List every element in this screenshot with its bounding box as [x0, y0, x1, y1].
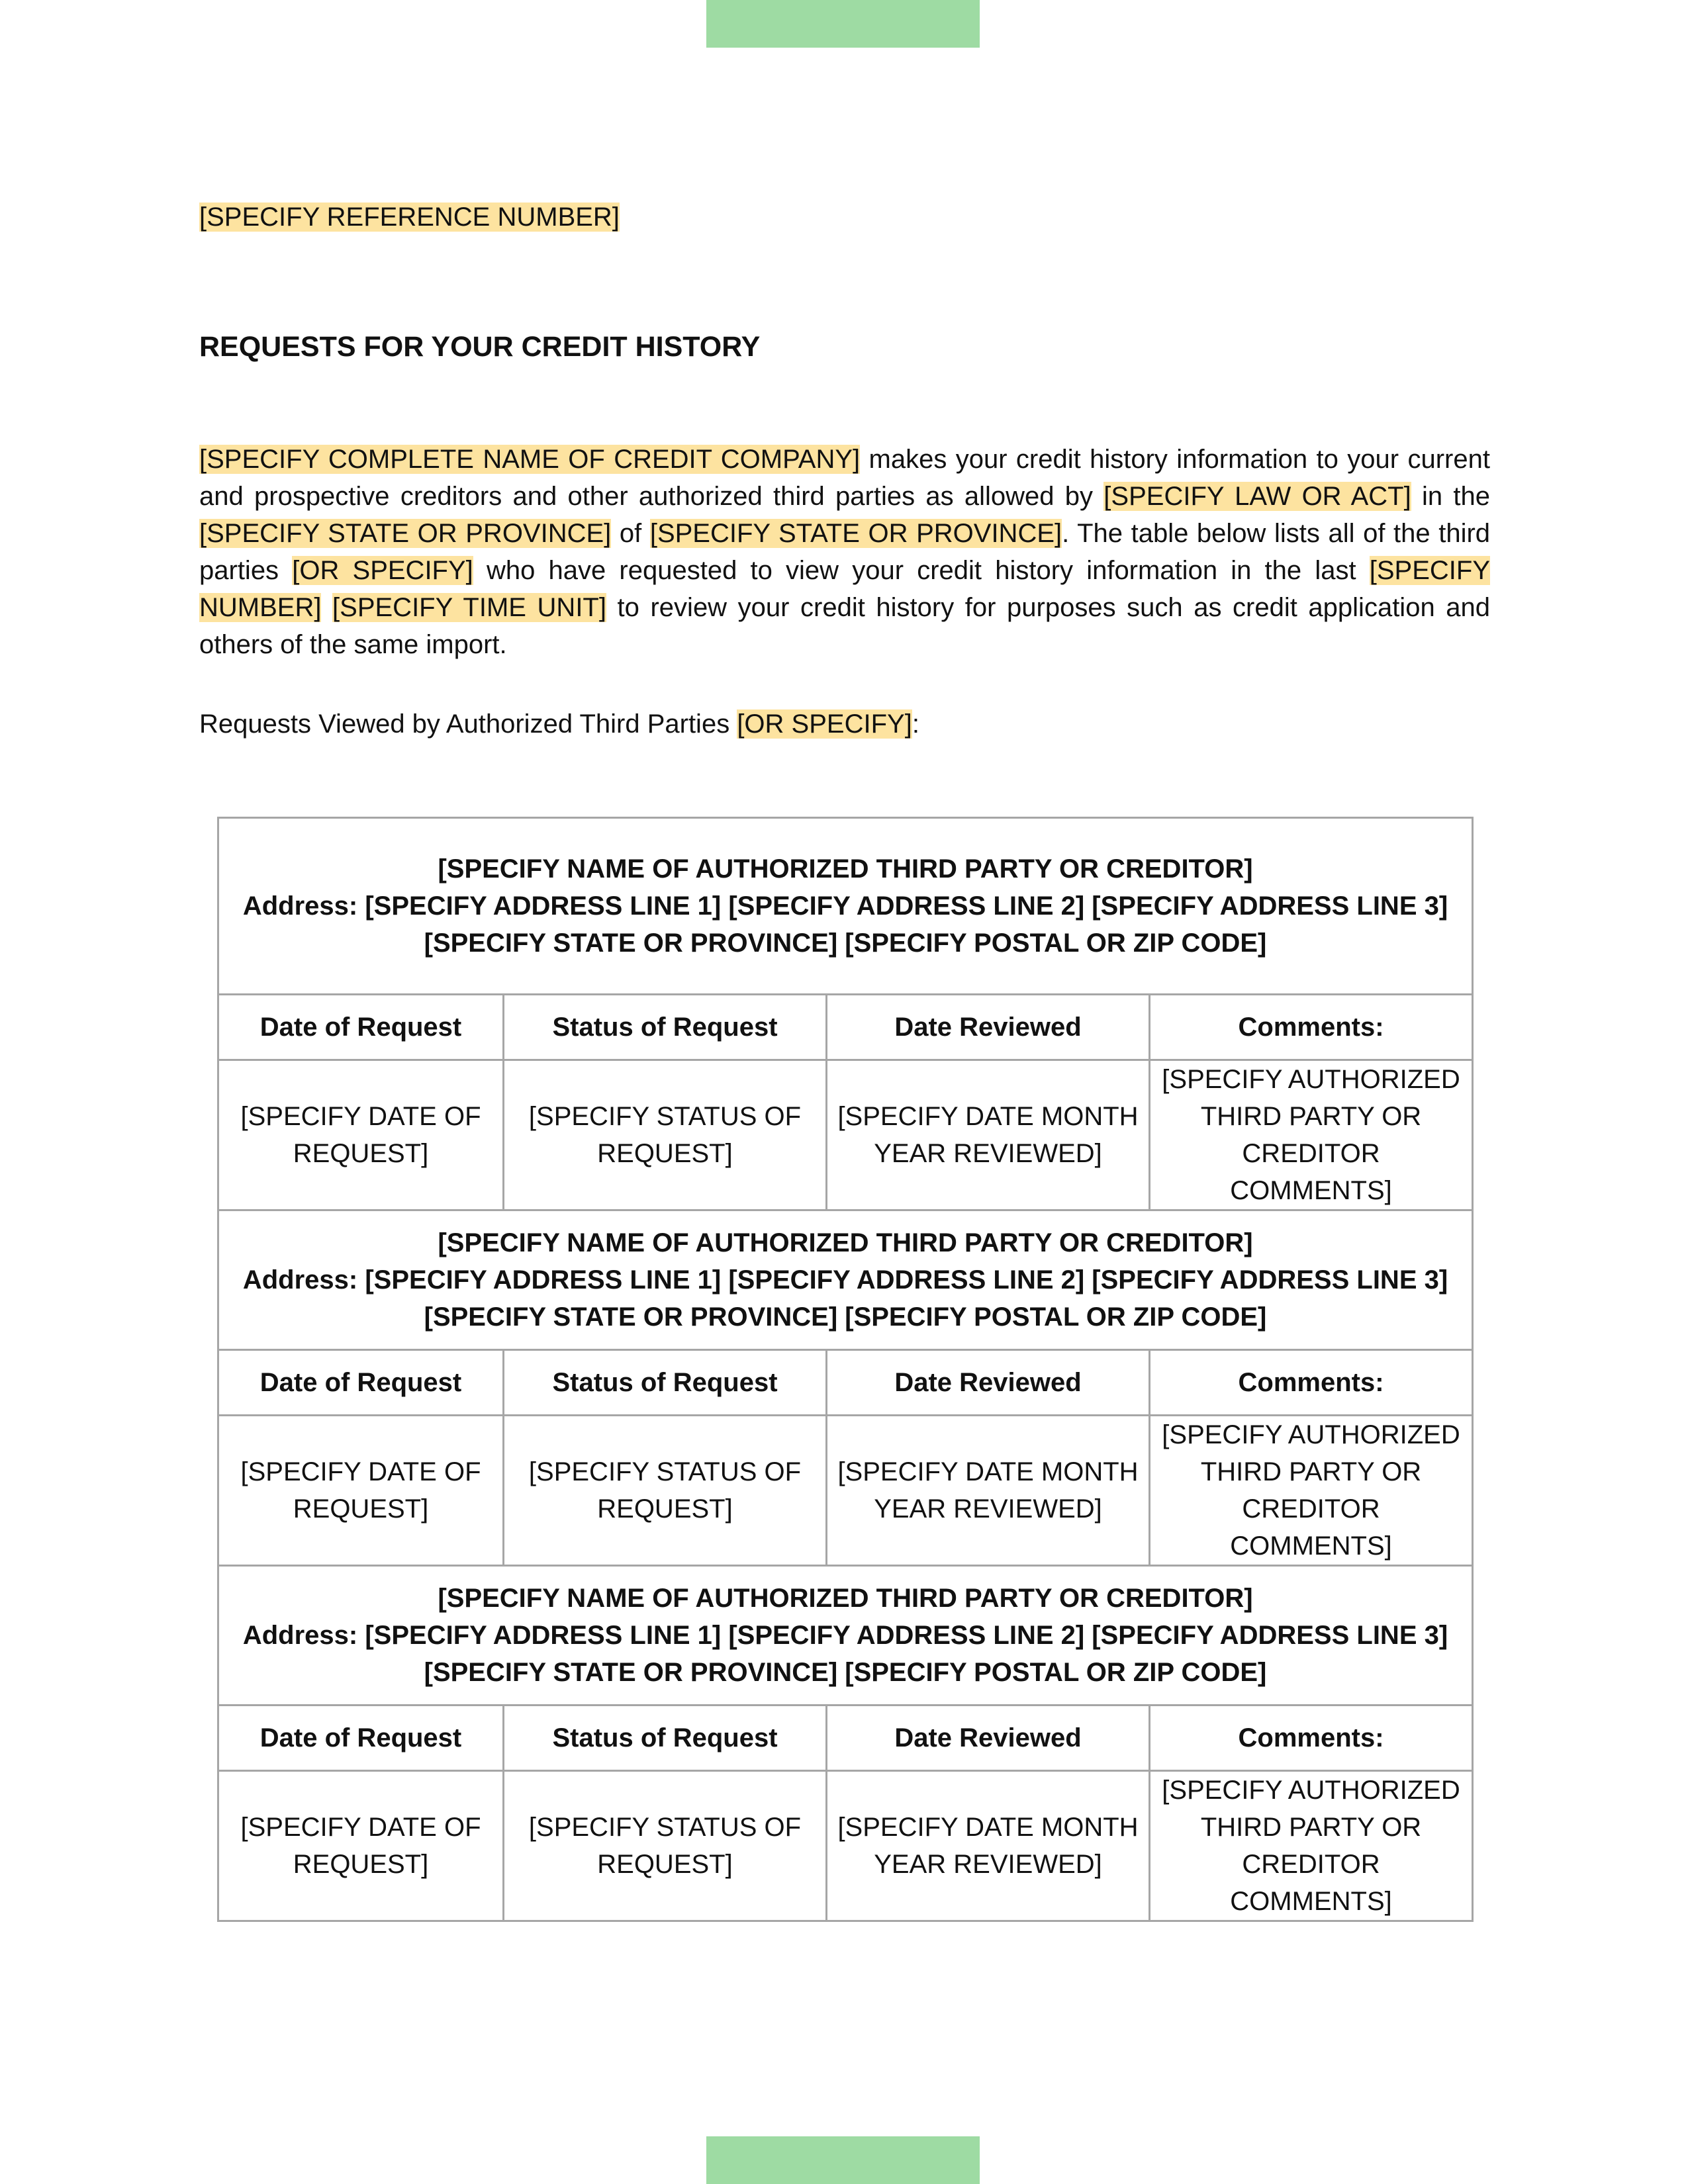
col-header-status-of-request: Status of Request	[504, 1706, 827, 1771]
table-header-row	[218, 1350, 1473, 1416]
cell-date-of-request: [SPECIFY DATE OF REQUEST]	[218, 1416, 504, 1566]
col-header-comments: Comments:	[1150, 995, 1473, 1060]
placeholder-state: [SPECIFY STATE OR PROVINCE]	[649, 519, 1062, 548]
party-name: [SPECIFY NAME OF AUTHORIZED THIRD PARTY OR CREDITOR]	[438, 1584, 1253, 1613]
cell-comments: [SPECIFY AUTHORIZED THIRD PARTY OR CREDITOR COMMENTS]	[1150, 1416, 1473, 1566]
party-row	[218, 1210, 1473, 1350]
requests-table	[217, 817, 1474, 1922]
placeholder-time-unit: [SPECIFY TIME UNIT]	[332, 593, 606, 622]
col-header-date-of-request: Date of Request	[218, 1706, 504, 1771]
col-header-status-of-request: Status of Request	[504, 995, 827, 1060]
table-row	[218, 1771, 1473, 1921]
party-address: Address: [SPECIFY ADDRESS LINE 1] [SPECIFY ADDRESS LINE 2] [SPECIFY ADDRESS LINE 3]	[242, 1265, 1448, 1295]
placeholder-number: [SPECIFY NUMBER]	[199, 556, 1491, 622]
paragraph-text: who have requested to view your credit history information in the last	[473, 556, 1370, 585]
footer-accent-bar	[706, 2136, 980, 2184]
party-row	[218, 818, 1473, 995]
party-info-cell	[218, 818, 1473, 995]
placeholder-state: [SPECIFY STATE OR PROVINCE]	[199, 519, 612, 548]
header-accent-bar	[706, 0, 980, 48]
cell-date-reviewed: [SPECIFY DATE MONTH YEAR REVIEWED]	[827, 1060, 1150, 1210]
col-header-date-reviewed: Date Reviewed	[827, 995, 1150, 1060]
table-header-row	[218, 995, 1473, 1060]
cell-date-of-request: [SPECIFY DATE OF REQUEST]	[218, 1771, 504, 1921]
cell-comments: [SPECIFY AUTHORIZED THIRD PARTY OR CREDITOR COMMENTS]	[1150, 1771, 1473, 1921]
paragraph-text: makes your credit history information to your current and prospective creditors and other authorized third parties as allowed by	[199, 445, 1490, 511]
party-address: Address: [SPECIFY ADDRESS LINE 1] [SPECIFY ADDRESS LINE 2] [SPECIFY ADDRESS LINE 3]	[242, 1621, 1448, 1650]
col-header-date-of-request: Date of Request	[218, 1350, 504, 1416]
cell-status-of-request: [SPECIFY STATUS OF REQUEST]	[504, 1771, 827, 1921]
cell-comments: [SPECIFY AUTHORIZED THIRD PARTY OR CREDITOR COMMENTS]	[1150, 1060, 1473, 1210]
cell-date-reviewed: [SPECIFY DATE MONTH YEAR REVIEWED]	[827, 1416, 1150, 1566]
paragraph-text: of	[611, 519, 650, 548]
table-row	[218, 1416, 1473, 1566]
cell-status-of-request: [SPECIFY STATUS OF REQUEST]	[504, 1060, 827, 1210]
paragraph-text: to review your credit history for purposes such as credit application and others of the same import.	[199, 593, 1490, 659]
placeholder-company-name: [SPECIFY COMPLETE NAME OF CREDIT COMPANY]	[199, 445, 861, 474]
party-state-zip: [SPECIFY STATE OR PROVINCE] [SPECIFY POSTAL OR ZIP CODE]	[424, 1658, 1267, 1687]
placeholder-law: [SPECIFY LAW OR ACT]	[1103, 482, 1411, 511]
party-info-cell	[218, 1566, 1473, 1706]
col-header-date-reviewed: Date Reviewed	[827, 1706, 1150, 1771]
party-name: [SPECIFY NAME OF AUTHORIZED THIRD PARTY OR CREDITOR]	[438, 854, 1253, 884]
reference-number	[199, 199, 1490, 236]
reference-number-placeholder: [SPECIFY REFERENCE NUMBER]	[199, 203, 620, 232]
party-name: [SPECIFY NAME OF AUTHORIZED THIRD PARTY OR CREDITOR]	[438, 1228, 1253, 1257]
party-address: Address: [SPECIFY ADDRESS LINE 1] [SPECIFY ADDRESS LINE 2] [SPECIFY ADDRESS LINE 3]	[242, 891, 1448, 921]
placeholder-or-specify: [OR SPECIFY]	[737, 709, 912, 739]
table-row	[218, 1060, 1473, 1210]
col-header-comments: Comments:	[1150, 1350, 1473, 1416]
cell-date-of-request: [SPECIFY DATE OF REQUEST]	[218, 1060, 504, 1210]
paragraph-text	[321, 593, 332, 622]
paragraph-text: . The table below lists all of the third parties	[199, 519, 1491, 585]
party-row	[218, 1566, 1473, 1706]
party-info-cell	[218, 1210, 1473, 1350]
cell-date-reviewed: [SPECIFY DATE MONTH YEAR REVIEWED]	[827, 1771, 1150, 1921]
party-state-zip: [SPECIFY STATE OR PROVINCE] [SPECIFY POSTAL OR ZIP CODE]	[424, 929, 1267, 958]
col-header-comments: Comments:	[1150, 1706, 1473, 1771]
document-heading: REQUESTS FOR YOUR CREDIT HISTORY	[199, 331, 761, 363]
requests-label-text: Requests Viewed by Authorized Third Parties	[199, 709, 737, 739]
placeholder-or-specify: [OR SPECIFY]	[292, 556, 473, 585]
col-header-date-of-request: Date of Request	[218, 995, 504, 1060]
requests-label	[199, 705, 1490, 743]
col-header-date-reviewed: Date Reviewed	[827, 1350, 1150, 1416]
cell-status-of-request: [SPECIFY STATUS OF REQUEST]	[504, 1416, 827, 1566]
paragraph-text: in the	[1411, 482, 1490, 511]
intro-paragraph	[199, 441, 1490, 663]
col-header-status-of-request: Status of Request	[504, 1350, 827, 1416]
party-state-zip: [SPECIFY STATE OR PROVINCE] [SPECIFY POSTAL OR ZIP CODE]	[424, 1302, 1267, 1332]
requests-label-suffix: :	[912, 709, 919, 739]
table-header-row	[218, 1706, 1473, 1771]
